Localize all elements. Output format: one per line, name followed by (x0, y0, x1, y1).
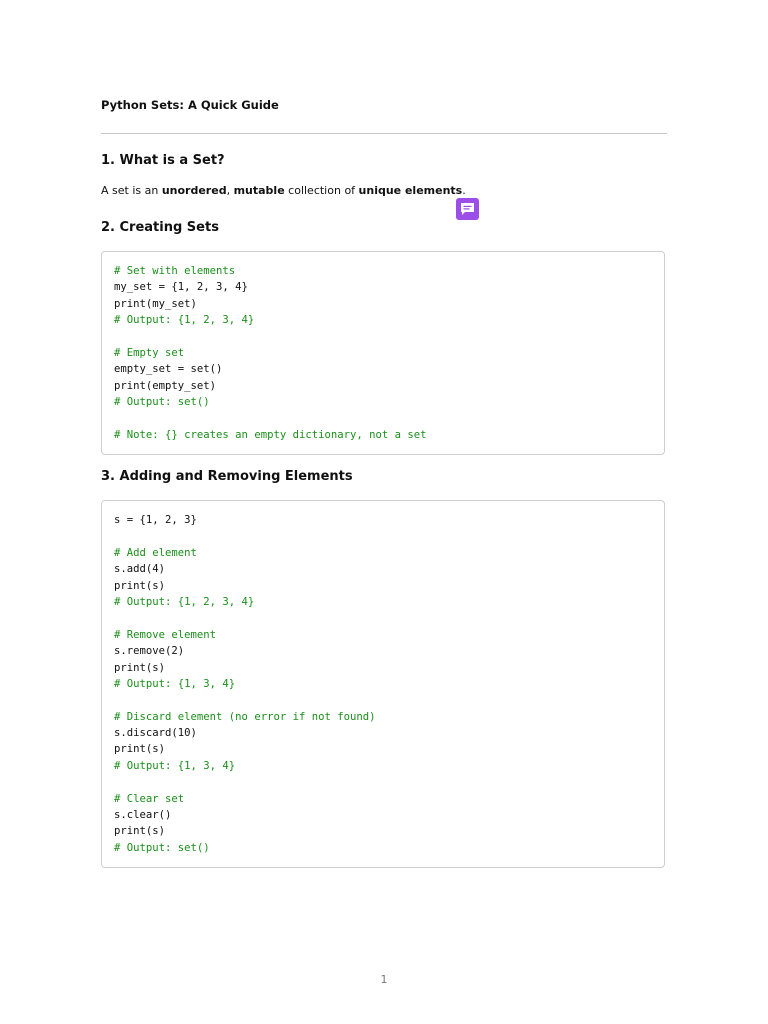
intro-bold-mutable: mutable (233, 184, 285, 197)
intro-bold-unique-elements: unique elements (358, 184, 463, 197)
code-line: s.clear() (114, 809, 172, 822)
code-comment-line: # Output: {1, 2, 3, 4} (114, 595, 255, 608)
code-comment-line: # Set with elements (114, 265, 236, 277)
code-line: s.discard(10) (114, 727, 197, 740)
code-line (114, 329, 427, 345)
code-comment-line: # Output: {1, 3, 4} (114, 759, 236, 772)
code-line: print(empty_set) (114, 379, 217, 392)
code-line (114, 411, 427, 427)
code-line (114, 528, 376, 544)
code-block-adding-removing (101, 500, 665, 868)
code-line: my_set = {1, 2, 3, 4} (114, 281, 248, 294)
set-definition-paragraph (101, 184, 466, 197)
code-lines (114, 263, 427, 443)
section-heading-what-is-a-set: 1. What is a Set? (101, 153, 225, 168)
code-comment-line: # Output: {1, 3, 4} (114, 677, 236, 690)
intro-bold-unordered: unordered (161, 184, 227, 197)
code-comment-line: # Output: set() (114, 396, 210, 409)
code-line: print(s) (114, 825, 166, 838)
add-comment-button[interactable] (456, 198, 479, 220)
code-line (114, 774, 376, 790)
code-comment-line: # Add element (114, 546, 197, 559)
code-line: print(s) (114, 743, 166, 756)
intro-text-2: , (226, 184, 234, 197)
code-line: print(s) (114, 579, 166, 592)
code-comment-line: # Note: {} creates an empty dictionary, not a set (114, 428, 427, 441)
code-line (114, 610, 376, 626)
code-comment-line: # Remove element (114, 628, 217, 641)
code-lines (114, 512, 376, 856)
code-line: empty_set = set() (114, 363, 223, 376)
intro-text-4: . (462, 184, 466, 197)
section-heading-adding-removing: 3. Adding and Removing Elements (101, 469, 353, 484)
code-block-creating-sets (101, 251, 665, 455)
title-divider (101, 133, 667, 134)
code-line: s.add(4) (114, 563, 166, 576)
section-heading-creating-sets: 2. Creating Sets (101, 220, 219, 235)
intro-text-3: collection of (284, 184, 359, 197)
code-line: s.remove(2) (114, 645, 185, 658)
code-comment-line: # Output: {1, 2, 3, 4} (114, 314, 255, 327)
comment-icon (460, 202, 475, 216)
document-title: Python Sets: A Quick Guide (101, 98, 279, 112)
code-line: s = {1, 2, 3} (114, 514, 197, 526)
code-comment-line: # Empty set (114, 346, 185, 359)
code-comment-line: # Output: set() (114, 841, 210, 854)
page-number: 1 (380, 973, 388, 986)
intro-text-1: A set is an (101, 184, 162, 197)
code-comment-line: # Discard element (no error if not found) (114, 710, 376, 723)
code-line: print(my_set) (114, 297, 197, 310)
code-line: print(s) (114, 661, 166, 674)
code-line (114, 692, 376, 708)
code-comment-line: # Clear set (114, 792, 185, 805)
